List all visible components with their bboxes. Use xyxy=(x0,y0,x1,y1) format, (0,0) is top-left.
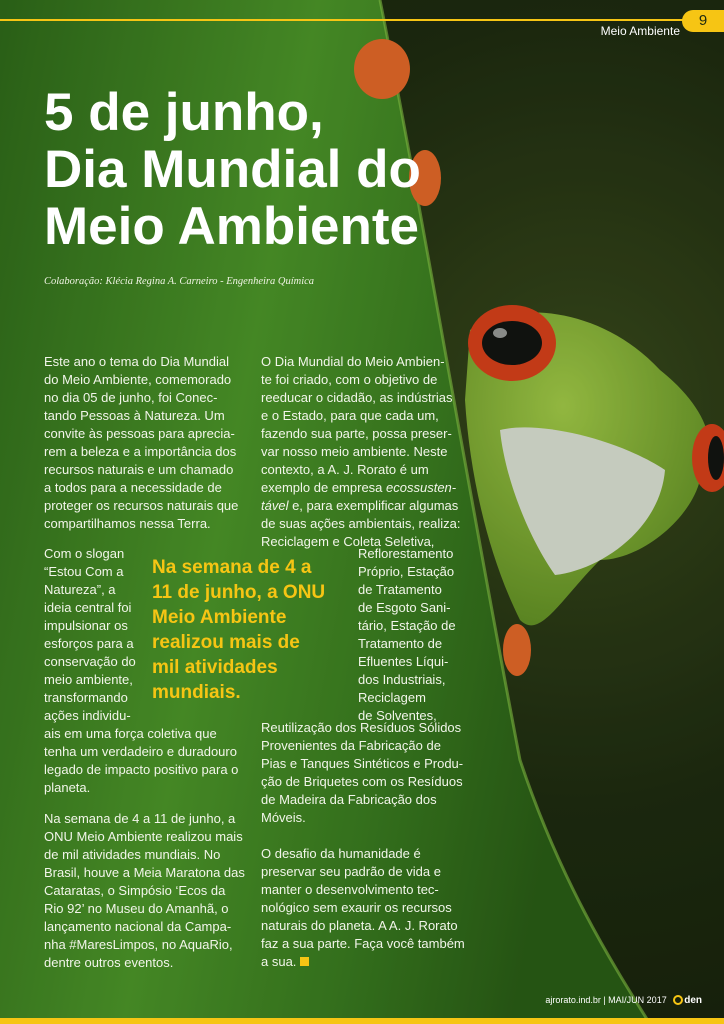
brand-logo: den xyxy=(673,995,702,1006)
page-number: 9 xyxy=(682,10,724,32)
col1-paragraph-3: Na semana de 4 a 11 de junho, a ONU Meio Ambiente realizou mais de mil atividades mundiais. No Brasil, houve a Meia Maratona das Cataratas, o Simpósio ‘Ecos da Rio 92’ no Museu do Amanhã, o lançamento nacional da Campa- nha #MaresLimpos, no AquaRio, dentre outros eventos. xyxy=(44,811,245,970)
footer-url: ajrorato.ind.br | MAI/JUN 2017 xyxy=(545,995,667,1005)
end-mark-icon xyxy=(300,957,309,966)
col1-paragraph-2: Com o slogan “Estou Com a Natureza”, a ideia central foi impulsionar os esforços para a conservação do meio ambiente, transformando ações individu- ais em uma força coletiva que tenha um verdadeiro e duradouro legado de impacto positivo para o planeta. xyxy=(44,546,239,795)
col2-paragraph-1: O Dia Mundial do Meio Ambien- te foi criado, com o objetivo de reeducar o cidadão, as indústrias e o Estado, para que cada um, fazendo sua parte, possa preser- var nosso meio ambiente. Neste contexto, a A. J. Rorato é um exemplo de empresa ecossusten- tável e, para exemplificar algumas de suas ações ambientais, realiza: Reciclagem e Coleta Seletiva, xyxy=(261,354,461,549)
col1-paragraph-1: Este ano o tema do Dia Mundial do Meio Ambiente, comemorado no dia 05 de junho, foi Conec- tando Pessoas à Natureza. Um convite às pessoas para aprecia- rem a beleza e a importância dos recursos naturais e um chamado a todos para a necessidade de proteger os recursos naturais que compartilhamos nessa Terra. xyxy=(44,354,239,531)
article-title: 5 de junho, Dia Mundial do Meio Ambiente xyxy=(44,83,421,256)
footer-bar xyxy=(0,1018,724,1024)
col2-paragraph-2: O desafio da humanidade é preservar seu padrão de vida e manter o desenvolvimento tec- nológico sem exaurir os recursos naturais do planeta. A A. J. Rorato faz a sua parte. Faça você também a sua. xyxy=(261,846,465,969)
header-rule xyxy=(0,19,684,21)
col2-paragraph-1-narrow: Reflorestamento Próprio, Estação de Tratamento de Esgoto Sani- tário, Estação de Tratamento de Efluentes Líqui- dos Industriais, Reciclagem de Solventes, xyxy=(358,546,456,723)
author-credit: Colaboração: Klécia Regina A. Carneiro - Engenheira Química xyxy=(44,276,315,287)
col2-text-fragment: exemplo de empresa xyxy=(261,480,387,495)
eden-logo-icon xyxy=(673,995,683,1005)
pull-quote: Na semana de 4 a 11 de junho, a ONU Meio Ambiente realizou mais de mil atividades mundiais. xyxy=(152,557,326,703)
footer xyxy=(545,995,702,1006)
section-label: Meio Ambiente xyxy=(600,24,680,38)
col2-paragraph-1-end: Reutilização dos Resíduos Sólidos Provenientes da Fabricação de Pias e Tanques Sintéticos e Produ- ção de Briquetes com os Resíduos de Madeira da Fabricação dos Móveis. xyxy=(261,720,464,825)
